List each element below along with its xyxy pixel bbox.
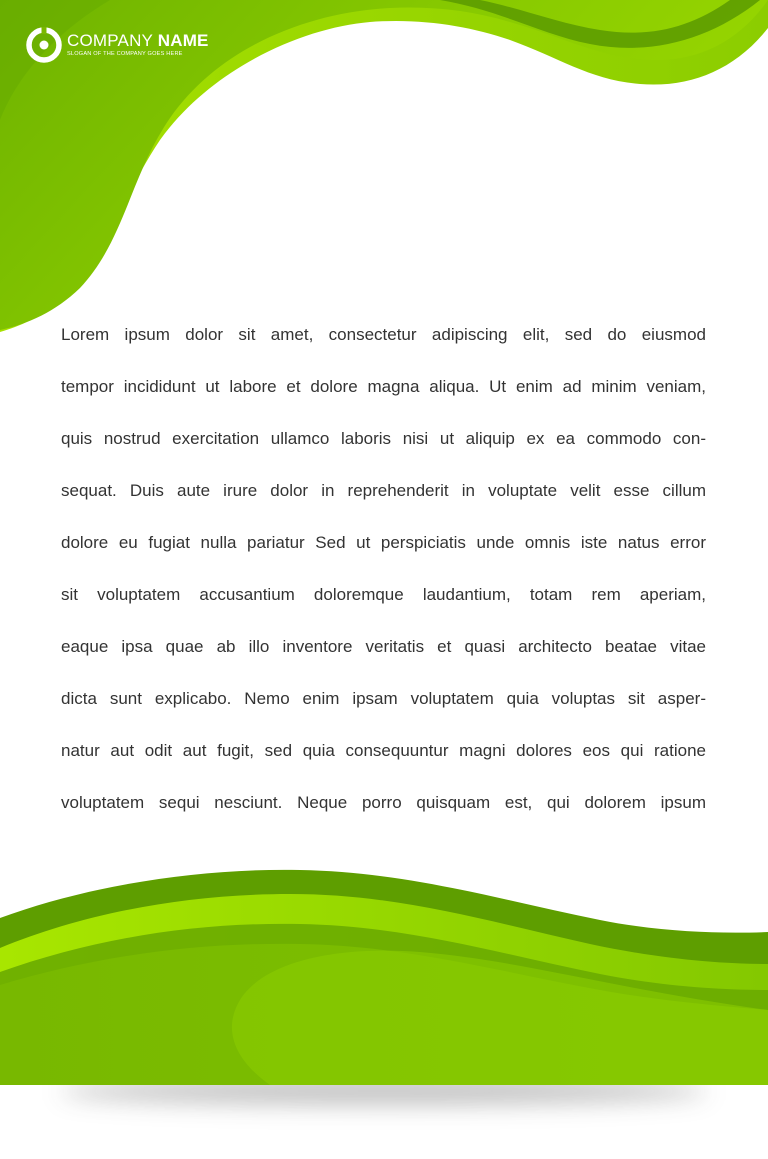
logo-text bbox=[67, 32, 209, 58]
body-line-9: natur aut odit aut fugit, sed quia consequuntur magni dolores eos qui ratione bbox=[61, 741, 706, 760]
company-name bbox=[67, 32, 209, 50]
body-line-10: voluptatem sequi nesciunt. Neque porro quisquam est, qui dolorem ipsum bbox=[61, 793, 706, 812]
company-name-first: COMPANY bbox=[67, 31, 153, 50]
ring-logo-icon bbox=[25, 26, 63, 64]
bottom-wave-decoration bbox=[0, 860, 768, 1085]
body-line-6: sit voluptatem accusantium doloremque laudantium, totam rem aperiam, bbox=[61, 585, 706, 604]
company-name-last: NAME bbox=[157, 31, 209, 50]
company-slogan: SLOGAN OF THE COMPANY GOES HERE bbox=[67, 51, 183, 57]
body-line-3: quis nostrud exercitation ullamco laboris nisi ut aliquip ex ea commodo con- bbox=[61, 429, 706, 448]
body-line-4: sequat. Duis aute irure dolor in reprehenderit in voluptate velit esse cillum bbox=[61, 481, 706, 500]
body-text bbox=[61, 317, 706, 837]
body-line-1: Lorem ipsum dolor sit amet, consectetur adipiscing elit, sed do eiusmod bbox=[61, 325, 706, 344]
body-line-8: dicta sunt explicabo. Nemo enim ipsam voluptatem quia voluptas sit asper- bbox=[61, 689, 706, 708]
body-line-7: eaque ipsa quae ab illo inventore veritatis et quasi architecto beatae vitae bbox=[61, 637, 706, 656]
body-line-2: tempor incididunt ut labore et dolore magna aliqua. Ut enim ad minim veniam, bbox=[61, 377, 706, 396]
company-logo bbox=[25, 26, 209, 64]
body-line-5: dolore eu fugiat nulla pariatur Sed ut perspiciatis unde omnis iste natus error bbox=[61, 533, 706, 552]
